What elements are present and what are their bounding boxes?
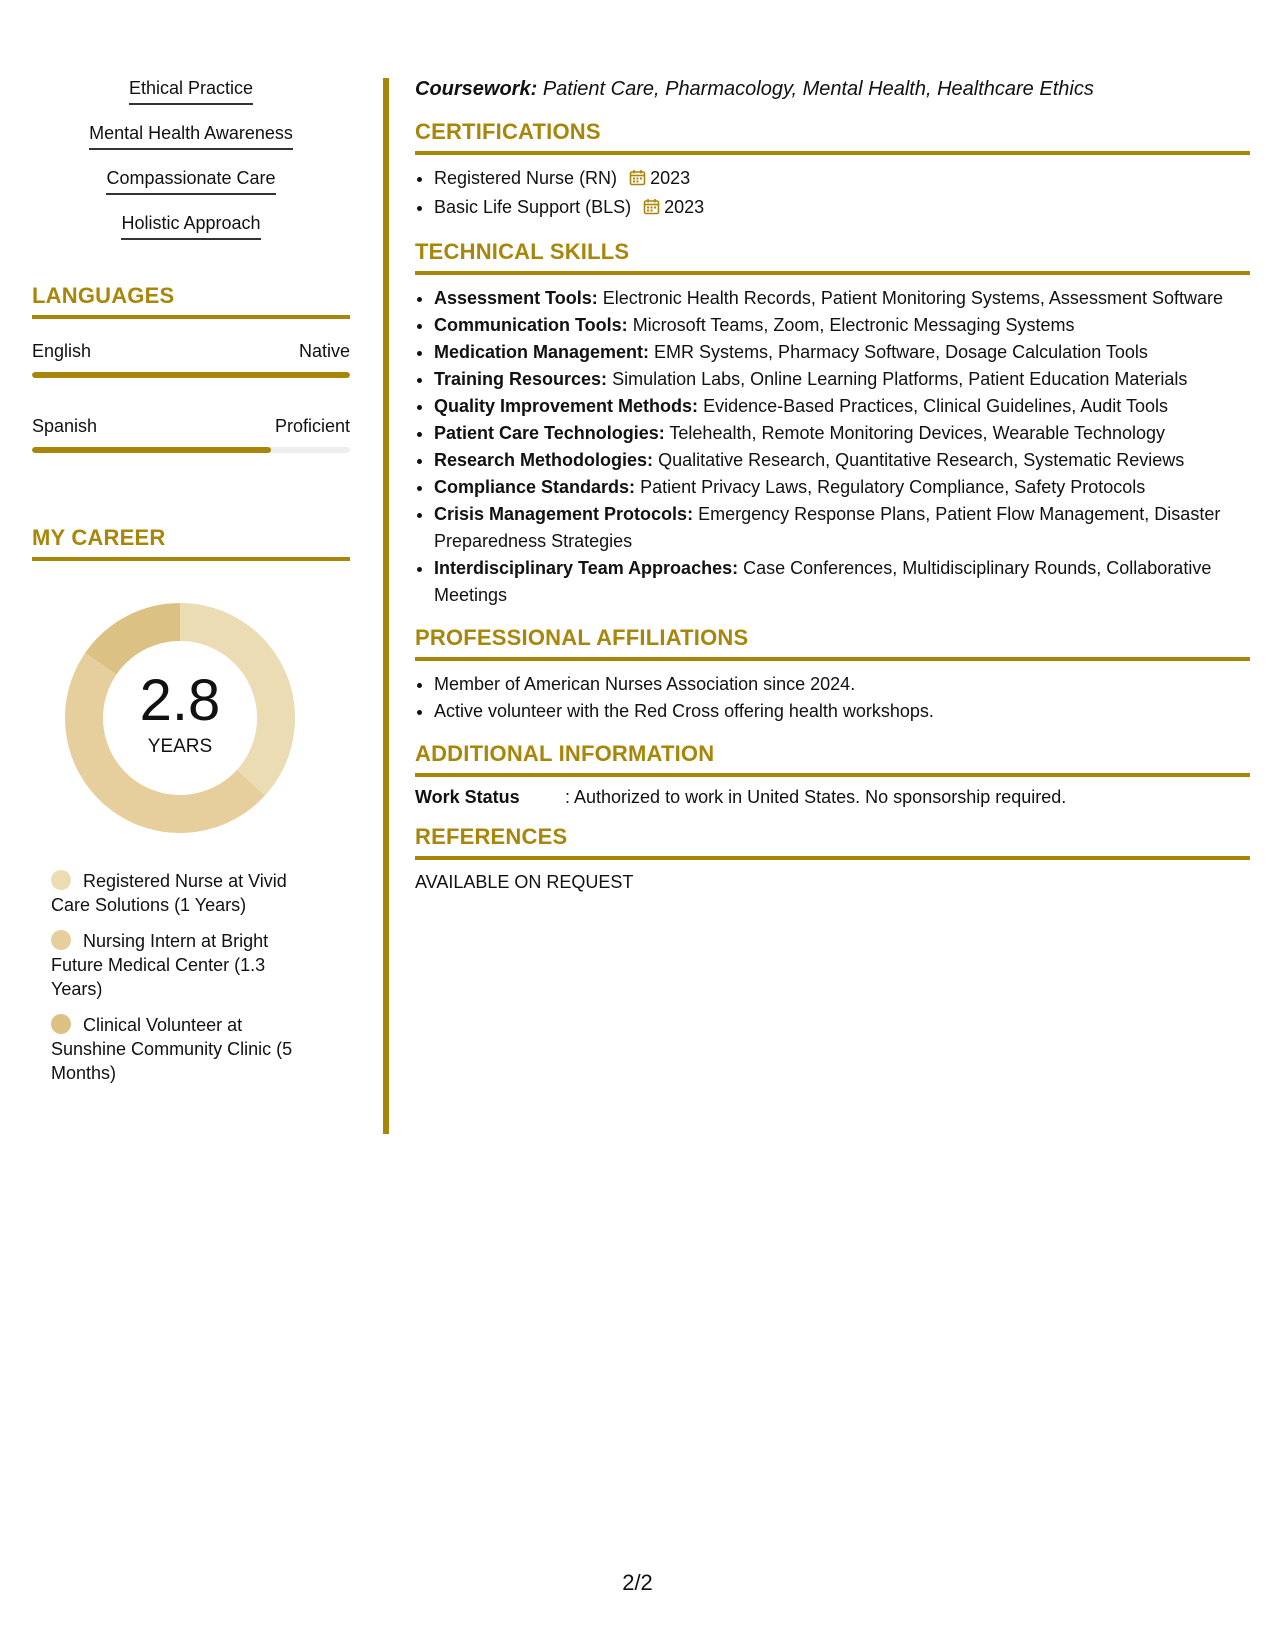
certification-name: Basic Life Support (BLS) (434, 197, 632, 217)
skill-tag (32, 168, 350, 198)
skill-tag-label: Holistic Approach (121, 213, 260, 240)
coursework-line (415, 78, 1250, 101)
section-rule (415, 151, 1250, 155)
languages-heading: LANGUAGES (32, 283, 175, 308)
skill-tag (32, 78, 350, 108)
skill-category: Assessment Tools: (434, 288, 598, 308)
legend-dot (51, 870, 71, 890)
affiliations-list (415, 671, 1250, 725)
skill-tag-label: Ethical Practice (129, 78, 253, 105)
skill-tags (32, 78, 350, 243)
skill-detail: Microsoft Teams, Zoom, Electronic Messaging Systems (632, 315, 1075, 335)
work-status-row (415, 787, 1250, 808)
section-rule (415, 856, 1250, 860)
technical-skill-item (434, 393, 1250, 420)
column-divider (383, 78, 389, 1134)
legend-label: Clinical Volunteer at Sunshine Community Clinic (5 Months) (51, 1015, 293, 1083)
career-total-unit: YEARS (147, 736, 213, 757)
certifications-list (415, 165, 1250, 223)
skill-category: Research Methodologies: (434, 450, 654, 470)
additional-info-heading: ADDITIONAL INFORMATION (415, 741, 715, 766)
affiliation-item: • Member of American Nurses Association since 2024. (434, 671, 1250, 698)
skill-category: Interdisciplinary Team Approaches: (434, 558, 739, 578)
skill-detail: Simulation Labs, Online Learning Platforms, Patient Education Materials (612, 369, 1188, 389)
legend-item (51, 929, 321, 1001)
technical-skill-item (434, 447, 1250, 474)
technical-skill-item (434, 501, 1250, 555)
certification-item (434, 194, 1250, 223)
legend-item (51, 869, 321, 917)
references-heading: REFERENCES (415, 824, 568, 849)
skill-tag-label: Mental Health Awareness (89, 123, 293, 150)
affiliations-heading: PROFESSIONAL AFFILIATIONS (415, 625, 749, 650)
section-rule (415, 773, 1250, 777)
certification-year: 2023 (650, 168, 691, 188)
certification-name: Registered Nurse (RN) (434, 168, 618, 188)
skill-category: Quality Improvement Methods: (434, 396, 699, 416)
affiliations-section (415, 625, 1250, 725)
additional-info-section (415, 741, 1250, 808)
language-bar-fill (32, 447, 271, 453)
technical-skill-item (434, 420, 1250, 447)
language-spanish (32, 416, 350, 453)
technical-skills-heading: TECHNICAL SKILLS (415, 239, 630, 264)
skill-category: Patient Care Technologies: (434, 423, 665, 443)
career-section (32, 525, 350, 1085)
certification-year: 2023 (664, 197, 705, 217)
language-name: Spanish (32, 416, 98, 436)
main-content (415, 78, 1250, 909)
skill-detail: Case Conferences, Multidisciplinary Rounds, Collaborative Meetings (434, 558, 1212, 605)
technical-skills-section (415, 239, 1250, 609)
skill-category: Compliance Standards: (434, 477, 636, 497)
career-heading: MY CAREER (32, 525, 166, 550)
calendar-icon (643, 196, 660, 223)
affiliation-item: • Active volunteer with the Red Cross offering health workshops. (434, 698, 1250, 725)
technical-skill-item (434, 366, 1250, 393)
career-total-years: 2.8 (139, 668, 221, 733)
skill-category: Crisis Management Protocols: (434, 504, 694, 524)
calendar-icon (629, 167, 646, 194)
language-level: Proficient (274, 416, 350, 436)
languages-section (32, 283, 350, 453)
section-rule (415, 657, 1250, 661)
skill-detail: Emergency Response Plans, Patient Flow Management, Disaster Preparedness Strategies (434, 504, 1221, 551)
language-english (32, 341, 350, 378)
technical-skills-list (415, 285, 1250, 609)
language-bar-fill (32, 372, 350, 378)
career-donut-chart (65, 603, 295, 833)
skill-tag-label: Compassionate Care (106, 168, 275, 195)
certifications-heading: CERTIFICATIONS (415, 119, 601, 144)
certification-item (434, 165, 1250, 194)
donut-center (65, 603, 295, 833)
legend-dot (51, 1014, 71, 1034)
technical-skill-item (434, 312, 1250, 339)
work-status-value: : Authorized to work in United States. No sponsorship required. (565, 787, 1067, 807)
skill-tag (32, 213, 350, 243)
legend-dot (51, 930, 71, 950)
skill-category: Training Resources: (434, 369, 608, 389)
coursework-label: Coursework: (415, 78, 538, 100)
legend-item (51, 1013, 321, 1085)
language-bar (32, 447, 350, 453)
references-section (415, 824, 1250, 893)
coursework-text: Patient Care, Pharmacology, Mental Health, Healthcare Ethics (542, 78, 1094, 100)
references-text: AVAILABLE ON REQUEST (415, 872, 634, 892)
career-legend (51, 869, 321, 1085)
skill-tag (32, 123, 350, 153)
technical-skill-item (434, 339, 1250, 366)
technical-skill-item (434, 285, 1250, 312)
section-rule (32, 315, 350, 319)
skill-detail: Telehealth, Remote Monitoring Devices, Wearable Technology (669, 423, 1166, 443)
legend-label: Nursing Intern at Bright Future Medical Center (1.3 Years) (51, 931, 269, 999)
section-rule (32, 557, 350, 561)
skill-category: Communication Tools: (434, 315, 628, 335)
skill-category: Medication Management: (434, 342, 650, 362)
skill-detail: Qualitative Research, Quantitative Research, Systematic Reviews (658, 450, 1185, 470)
sidebar (32, 78, 350, 1097)
language-name: English (32, 341, 92, 361)
legend-label: Registered Nurse at Vivid Care Solutions (1 Years) (51, 871, 287, 915)
skill-detail: Patient Privacy Laws, Regulatory Compliance, Safety Protocols (640, 477, 1146, 497)
work-status-label: Work Status (415, 787, 520, 807)
technical-skill-item (434, 555, 1250, 609)
skill-detail: Evidence-Based Practices, Clinical Guidelines, Audit Tools (703, 396, 1168, 416)
page-number: 2/2 (622, 1570, 653, 1595)
skill-detail: Electronic Health Records, Patient Monitoring Systems, Assessment Software (602, 288, 1223, 308)
certifications-section (415, 119, 1250, 223)
language-level: Native (298, 341, 350, 361)
technical-skill-item (434, 474, 1250, 501)
skill-detail: EMR Systems, Pharmacy Software, Dosage Calculation Tools (654, 342, 1148, 362)
section-rule (415, 271, 1250, 275)
language-bar (32, 372, 350, 378)
